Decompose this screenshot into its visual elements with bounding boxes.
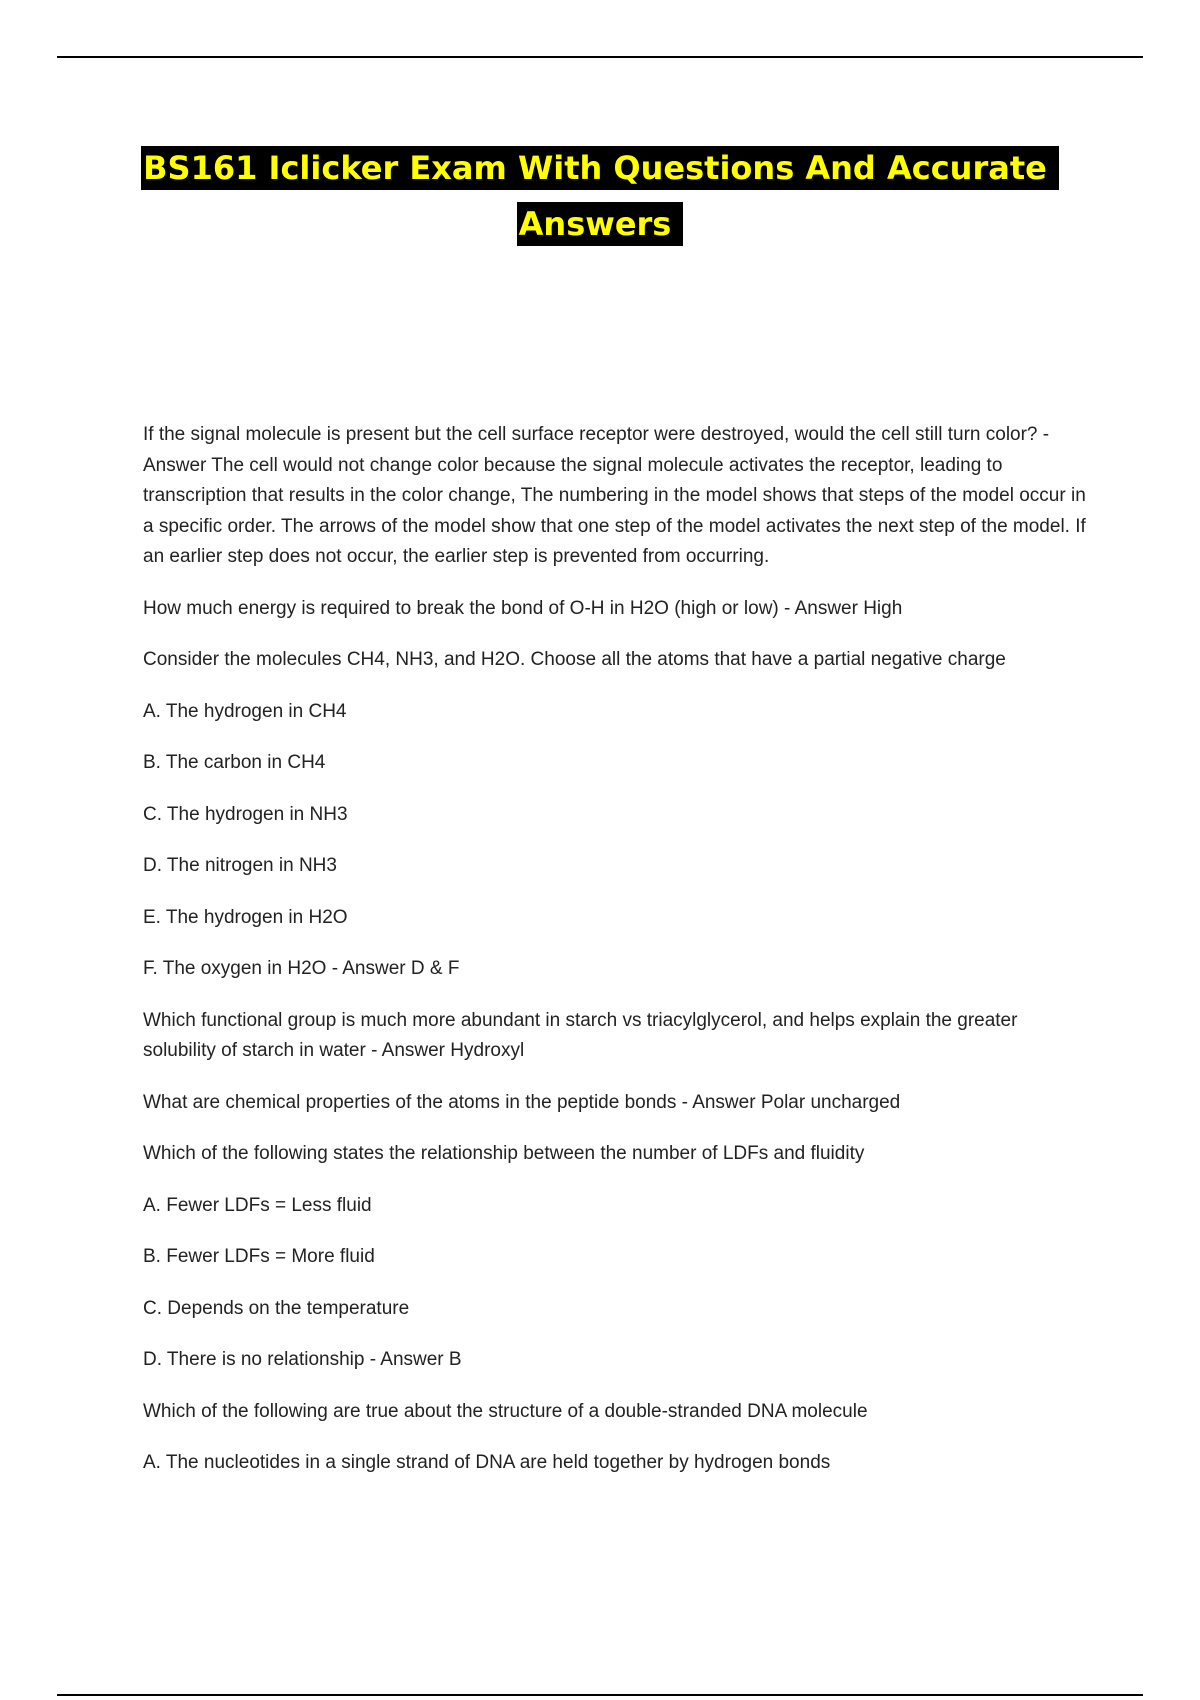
answer-option: E. The hydrogen in H2O [143,906,348,928]
title-line-1: BS161 Iclicker Exam With Questions And Accurate [141,146,1059,190]
document-title [0,142,1200,254]
answer-option: A. Fewer LDFs = Less fluid [143,1194,372,1216]
paragraph: Which functional group is much more abundant in starch vs triacylglycerol, and helps explain the greater solubility of starch in water - Answer Hydroxyl [143,1009,1018,1061]
paragraph: Which of the following states the relationship between the number of LDFs and fluidity [143,1143,865,1164]
answer-option: C. The hydrogen in NH3 [143,803,348,825]
bottom-rule [57,1694,1143,1696]
answer-option: F. The oxygen in H2O - Answer D & F [143,958,460,979]
answer-option: B. Fewer LDFs = More fluid [143,1246,375,1267]
paragraph: Which of the following are true about the structure of a double-stranded DNA molecule [143,1400,868,1422]
answer-option: C. Depends on the temperature [143,1297,410,1319]
paragraph: How much energy is required to break the bond of O-H in H2O (high or low) - Answer High [143,597,903,619]
answer-option: D. The nitrogen in NH3 [143,855,337,876]
answer-option: D. There is no relationship - Answer B [143,1349,462,1370]
paragraph: Consider the molecules CH4, NH3, and H2O. Choose all the atoms that have a partial negative charge [143,649,1006,670]
paragraph: What are chemical properties of the atoms in the peptide bonds - Answer Polar uncharged [143,1091,901,1113]
answer-option: A. The nucleotides in a single strand of DNA are held together by hydrogen bonds [143,1452,831,1473]
title-line-2: Answers [517,202,684,246]
top-rule [57,56,1143,58]
paragraph: If the signal molecule is present but the cell surface receptor were destroyed, would the cell still turn color? - Answer The cell would not change color because the signal molecule activates the receptor, leading to transcription that results in the color change, The numbering in the model shows that steps of the model occur in a specific order. The arrows of the model show that one step of the model activates the next step of the model. If an earlier step does not occur, the earlier step is prevented from occurring. [143,424,1086,567]
answer-option: A. The hydrogen in CH4 [143,700,347,722]
document-body [143,420,1093,1500]
answer-option: B. The carbon in CH4 [143,752,326,773]
